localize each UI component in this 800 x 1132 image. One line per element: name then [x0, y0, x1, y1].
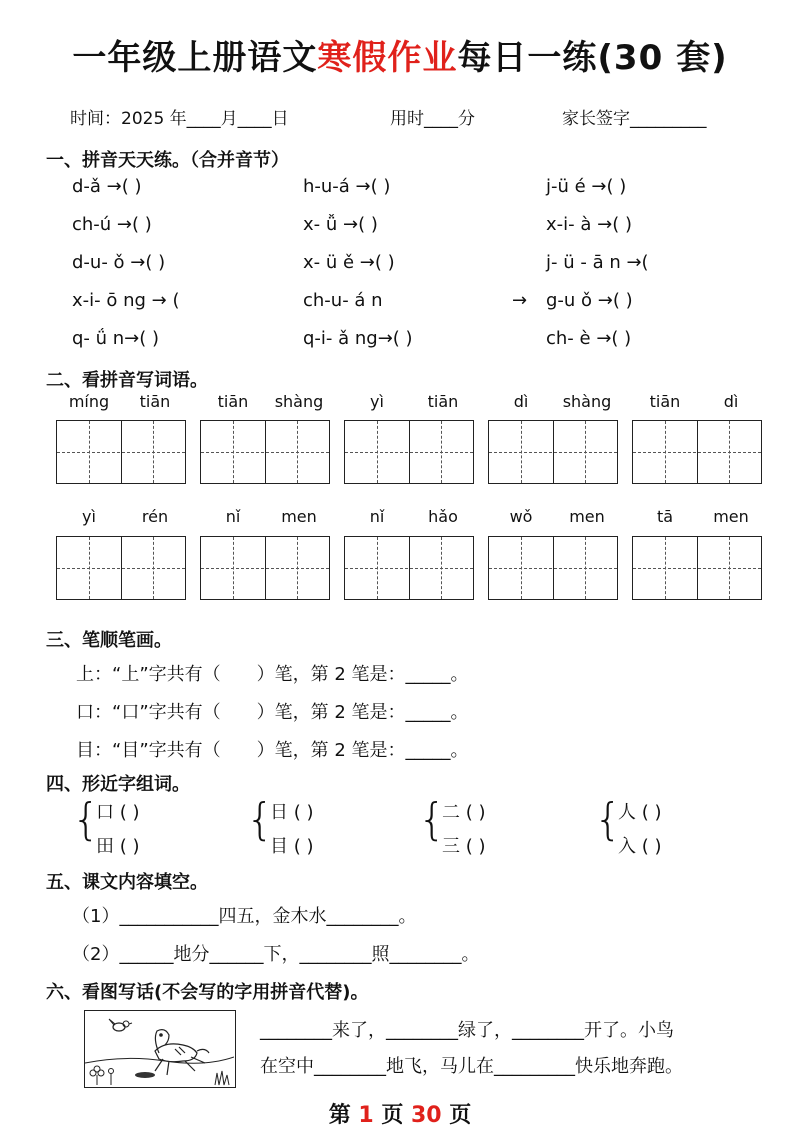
pinyin-label: dì — [513, 392, 529, 411]
brace-icon: { — [418, 794, 446, 845]
brace-icon: { — [594, 794, 622, 845]
pinyin-label: men — [281, 507, 317, 526]
writing-grid[interactable] — [56, 536, 186, 600]
section-4-heading: 四、形近字组词。 — [46, 774, 190, 795]
word-group-item: 人 ( ) — [618, 802, 662, 823]
brace-icon: { — [246, 794, 274, 845]
stroke-question: 上：“上”字共有（ ）笔，第 2 笔是：_____。 — [76, 664, 469, 685]
pinyin-item: d-u- ǒ →( ) — [72, 252, 166, 273]
pinyin-item: h-u-á →( ) — [303, 176, 391, 197]
word-group-item: 三 ( ) — [442, 836, 486, 857]
pinyin-item: ch-ú →( ) — [72, 214, 152, 235]
date-field: 时间：2025 年____月____日 — [70, 109, 289, 129]
title-highlight: 寒假作业 — [317, 38, 458, 78]
pinyin-item: j-ü é →( ) — [546, 176, 627, 197]
duration-field: 用时____分 — [390, 109, 475, 129]
title-part1: 一年级上册语文 — [72, 38, 318, 78]
pinyin-label: yì — [82, 507, 96, 526]
fill-blank-line: （2）______地分______下，________照________。 — [72, 944, 480, 965]
pinyin-item: j- ü - ā n →( — [546, 252, 649, 273]
pinyin-item: q- ǘ n→( ) — [72, 328, 160, 349]
pinyin-label: míng — [68, 392, 110, 411]
pinyin-label: tiān — [139, 392, 171, 411]
word-group-item: 日 ( ) — [270, 802, 314, 823]
section-6-heading: 六、看图写话(不会写的字用拼音代替)。 — [46, 982, 369, 1003]
pinyin-label: shàng — [274, 392, 324, 411]
stroke-question: 口：“口”字共有（ ）笔，第 2 笔是：_____。 — [76, 702, 469, 723]
pinyin-label: tiān — [649, 392, 681, 411]
pinyin-label: men — [569, 507, 605, 526]
pinyin-item: d-ǎ →( ) — [72, 176, 142, 197]
pinyin-label: wǒ — [509, 507, 533, 526]
current-page: 1 — [358, 1103, 374, 1128]
section-3-heading: 三、笔顺笔画。 — [46, 630, 172, 651]
title-part3: 每日一练(30 套) — [457, 38, 728, 78]
pinyin-item: q-i- ǎ ng→( ) — [303, 328, 413, 349]
writing-grid[interactable] — [56, 420, 186, 484]
total-pages: 30 — [411, 1103, 442, 1128]
brace-icon: { — [72, 794, 100, 845]
parent-signature-field: 家长签字_________ — [562, 109, 707, 129]
page-mid: 页 — [373, 1103, 411, 1128]
writing-grid[interactable] — [200, 420, 330, 484]
page-number — [0, 1098, 800, 1129]
writing-grid[interactable] — [344, 536, 474, 600]
pinyin-label: yì — [370, 392, 384, 411]
word-group-item: 口 ( ) — [96, 802, 140, 823]
section-2-heading: 二、看拼音写词语。 — [46, 370, 208, 391]
fill-blank-line: （1）___________四五，金木水________。 — [72, 906, 417, 927]
writing-grid[interactable] — [200, 536, 330, 600]
page-suffix: 页 — [441, 1103, 472, 1128]
writing-grid[interactable] — [632, 420, 762, 484]
writing-grid[interactable] — [344, 420, 474, 484]
writing-line: 在空中________地飞，马儿在_________快乐地奔跑。 — [260, 1056, 683, 1077]
pinyin-item: ch-u- á n — [303, 290, 383, 311]
pinyin-item: x-i- ō ng → ( — [72, 290, 180, 311]
pinyin-arrow: → — [512, 290, 528, 311]
pinyin-label: tiān — [217, 392, 249, 411]
section-5-heading: 五、课文内容填空。 — [46, 872, 208, 893]
pinyin-label: dì — [723, 392, 739, 411]
pinyin-label: hǎo — [428, 507, 458, 526]
writing-line: ________来了，________绿了，________开了。小鸟 — [260, 1020, 674, 1041]
writing-grid[interactable] — [632, 536, 762, 600]
word-group-item: 入 ( ) — [618, 836, 662, 857]
page-prefix: 第 — [328, 1103, 359, 1128]
pinyin-label: tiān — [427, 392, 459, 411]
bird-icon — [109, 1019, 132, 1031]
writing-grid[interactable] — [488, 536, 618, 600]
picture-illustration — [84, 1010, 236, 1088]
word-group-item: 田 ( ) — [96, 836, 140, 857]
pinyin-label: rén — [141, 507, 169, 526]
pinyin-label: nǐ — [369, 507, 385, 526]
horse-icon — [155, 1030, 209, 1075]
pinyin-item: ch- è →( ) — [546, 328, 632, 349]
flower-icon — [90, 1066, 114, 1085]
page-title — [0, 30, 800, 79]
stroke-question: 目：“目”字共有（ ）笔，第 2 笔是：_____。 — [76, 740, 469, 761]
word-group-item: 二 ( ) — [442, 802, 486, 823]
writing-grid[interactable] — [488, 420, 618, 484]
pinyin-item: x- ü ě →( ) — [303, 252, 395, 273]
pinyin-item: g-u ǒ →( ) — [546, 290, 633, 311]
pinyin-label: nǐ — [225, 507, 241, 526]
pinyin-label: tā — [656, 507, 674, 526]
section-1-heading: 一、拼音天天练。（合并音节） — [46, 150, 289, 171]
word-group-item: 目 ( ) — [270, 836, 314, 857]
pinyin-label: shàng — [562, 392, 612, 411]
pinyin-label: men — [713, 507, 749, 526]
pinyin-item: x- ǚ →( ) — [303, 214, 378, 235]
pinyin-item: x-i- à →( ) — [546, 214, 632, 235]
